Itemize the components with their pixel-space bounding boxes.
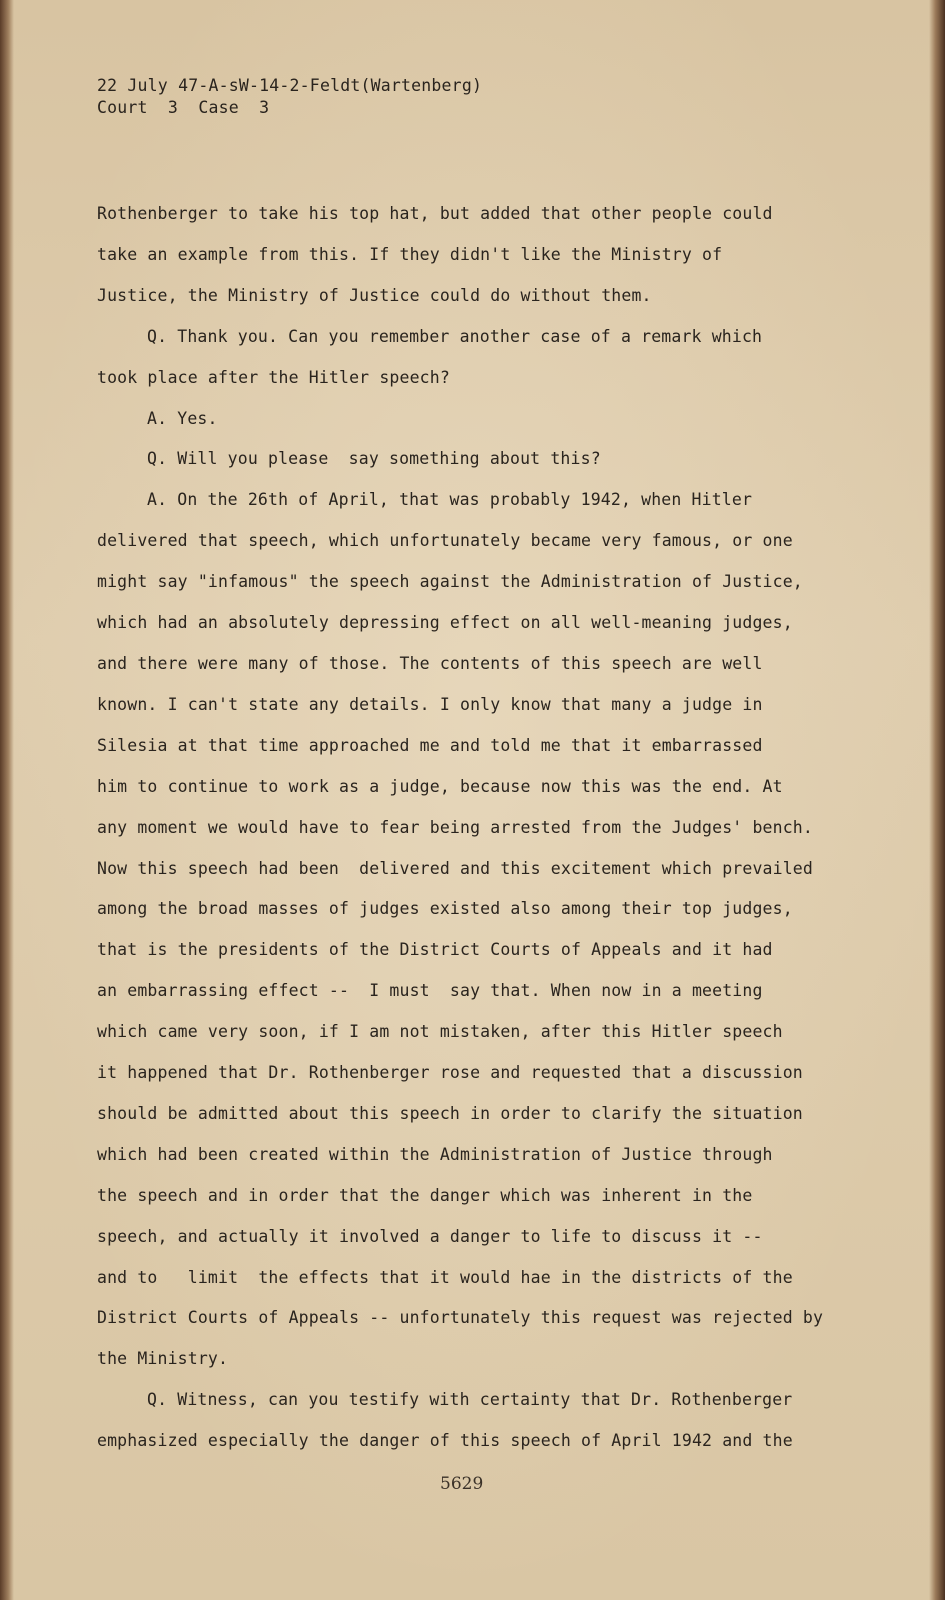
transcript-line: Q. Witness, can you testify with certainty that Dr. Rothenberger [147, 1390, 793, 1410]
transcript-line: which had an absolutely depressing effect on all well-meaning judges, [97, 613, 793, 633]
transcript-line: took place after the Hitler speech? [97, 367, 450, 387]
transcript-line: Q. Will you please say something about this? [147, 449, 601, 469]
header-court-case: Court 3 Case 3 [97, 98, 270, 117]
document-header [97, 75, 482, 119]
transcript-line: an embarrassing effect -- I must say that. When now in a meeting [97, 981, 763, 1001]
transcript-line: A. Yes. [147, 408, 218, 428]
transcript-line: Justice, the Ministry of Justice could do without them. [97, 285, 652, 305]
transcript-line: any moment we would have to fear being arrested from the Judges' bench. [97, 817, 813, 837]
transcript-line: should be admitted about this speech in order to clarify the situation [97, 1103, 803, 1123]
transcript-line: delivered that speech, which unfortunately became very famous, or one [97, 531, 793, 551]
transcript-line: emphasized especially the danger of this speech of April 1942 and the [97, 1431, 793, 1451]
transcript-body [97, 194, 837, 1462]
transcript-line: Q. Thank you. Can you remember another case of a remark which [147, 326, 763, 346]
transcript-line: which came very soon, if I am not mistaken, after this Hitler speech [97, 1022, 783, 1042]
transcript-line: him to continue to work as a judge, because now this was the end. At [97, 776, 783, 796]
transcript-line: it happened that Dr. Rothenberger rose and requested that a discussion [97, 1063, 803, 1083]
transcript-line: and there were many of those. The contents of this speech are well [97, 653, 763, 673]
transcript-line: speech, and actually it involved a danger to life to discuss it -- [97, 1226, 763, 1246]
transcript-line: that is the presidents of the District Courts of Appeals and it had [97, 940, 773, 960]
page-right-edge [929, 0, 945, 1600]
page-left-edge [0, 0, 14, 1600]
transcript-line: the Ministry. [97, 1349, 229, 1369]
transcript-line: the speech and in order that the danger which was inherent in the [97, 1185, 753, 1205]
transcript-line: take an example from this. If they didn't like the Ministry of [97, 244, 723, 264]
transcript-line: District Courts of Appeals -- unfortunately this request was rejected by [97, 1308, 824, 1328]
transcript-line: known. I can't state any details. I only know that many a judge in [97, 694, 763, 714]
transcript-line: might say "infamous" the speech against the Administration of Justice, [97, 572, 803, 592]
transcript-line: Rothenberger to take his top hat, but added that other people could [97, 204, 773, 223]
page-number: 5629 [440, 1474, 484, 1494]
transcript-line: Now this speech had been delivered and this excitement which prevailed [97, 858, 813, 878]
transcript-line: and to limit the effects that it would hae in the districts of the [97, 1267, 793, 1287]
transcript-line: Silesia at that time approached me and told me that it embarrassed [97, 735, 763, 755]
transcript-line: which had been created within the Administration of Justice through [97, 1144, 773, 1164]
transcript-line: among the broad masses of judges existed also among their top judges, [97, 899, 793, 919]
header-date-reference: 22 July 47-A-sW-14-2-Feldt(Wartenberg) [97, 76, 483, 95]
transcript-line: A. On the 26th of April, that was probably 1942, when Hitler [147, 490, 753, 510]
